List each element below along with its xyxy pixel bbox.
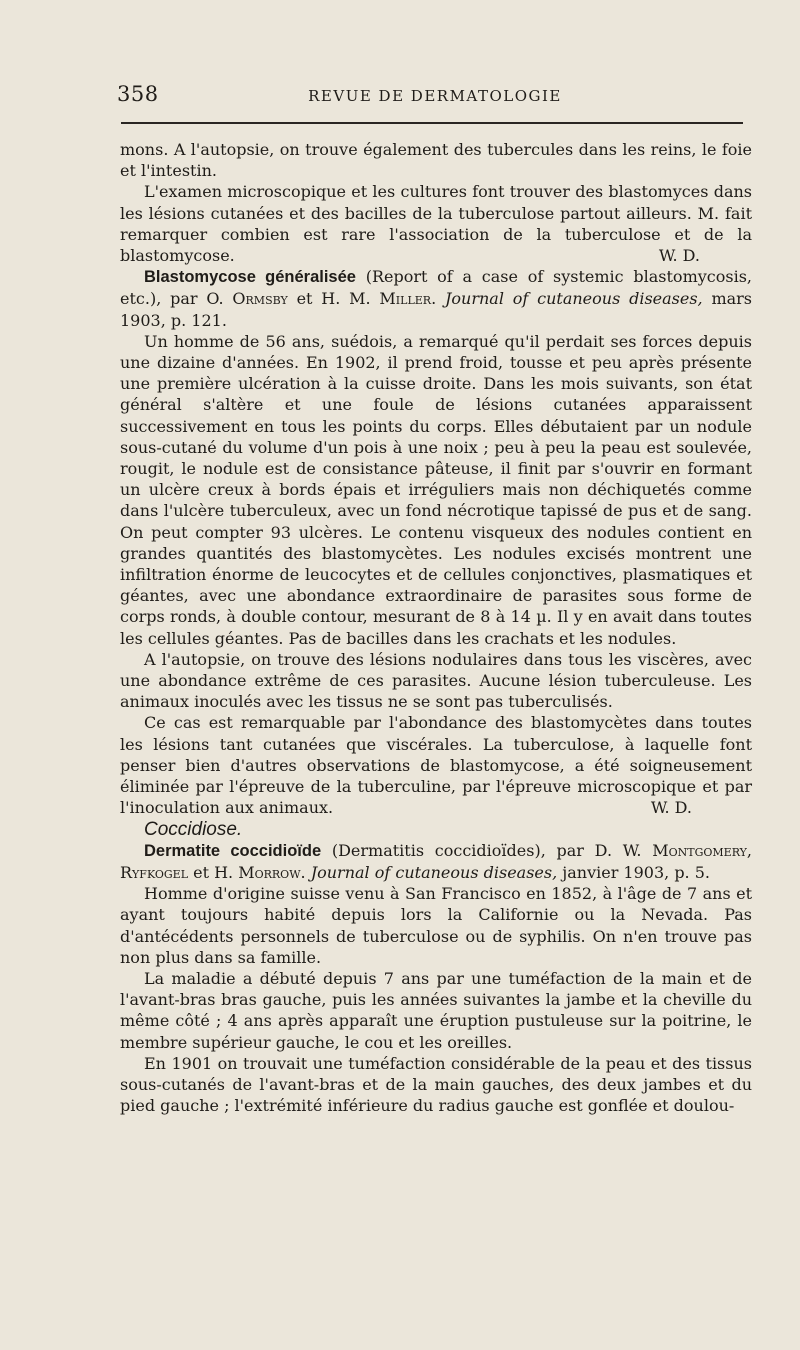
reference-author: Ryfkogel (120, 862, 189, 882)
article-reference (120, 266, 752, 331)
reference-text: et H. (188, 862, 239, 882)
reference-text: (Dermatitis coccidioïdes), par D. W. (321, 840, 653, 860)
page-body (120, 139, 752, 1116)
header-rule (121, 122, 743, 124)
reference-text: , (746, 840, 752, 860)
paragraph: En 1901 on trouvait une tuméfaction considérable de la peau et des tissus sous-cutanés de l'avant-bras et de la main gauches, des deux jambes et du pied gauche ; l'extrémité inférieure du radius gauche est gonflée et doulou- (120, 1053, 752, 1116)
paragraph: Un homme de 56 ans, suédois, a remarqué qu'il perdait ses forces depuis une dizaine d'années. En 1902, il prend froid, tousse et peu après présente une première ulcération à la cuisse droite. Dans les mois suivants, son état général s'altère et une foule de lésions cutanées apparaissent successivement en tous les points du corps. Elles débutaient par un nodule sous-cutané du volume d'un pois à une noix ; peu à peu la peau est soulevée, rougit, le nodule est de consistance pâteuse, il finit par s'ouvrir en formant un ulcère creux à bords épais et irréguliers mais non déchiquetés comme dans l'ulcère tuberculeux, avec un fond nécrotique tapissé de pus et de sang. On peut compter 93 ulcères. Le contenu visqueux des nodules contient en grandes quantités des blastomycètes. Les nodules excisés montrent une infiltration énorme de leucocytes et de cellules conjonctives, plasmatiques et géantes, avec une abondance extraordinaire de parasites sous forme de corps ronds, à double contour, mesurant de 8 à 14 µ. Il y en avait dans toutes les cellules géantes. Pas de bacilles dans les crachats et les nodules. (120, 331, 752, 648)
paragraph: mons. A l'autopsie, on trouve également des tubercules dans les reins, le foie et l'intestin. (120, 140, 752, 181)
reference-text: janvier 1903, p. 5. (557, 862, 710, 882)
paragraph-text: Ce cas est remarquable par l'abondance des blastomycètes dans toutes les lésions tant cutanées que viscérales. La tuberculose, à laquelle font penser bien d'autres observations de blastomycose, a été soigneusement éliminée par l'épreuve de la tuberculine, par l'épreuve microscopique et par l'inoculation aux animaux. (120, 713, 752, 818)
author-signature: W. D. (658, 246, 700, 266)
paragraph-text: L'examen microscopique et les cultures font trouver des blastomyces dans les lésions cutanées et des bacilles de la tuberculose partout ailleurs. M. fait remarquer combien est rare l'association de la tuberculose et de la blastomycose. (120, 182, 752, 266)
running-title: REVUE DE DERMATOLOGIE (308, 87, 562, 105)
reference-text: mars 1903, p. 121. (120, 289, 753, 330)
author-signature: W. D. (650, 798, 692, 818)
paragraph (120, 181, 752, 266)
journal-name: Journal of cutaneous diseases, (310, 862, 558, 882)
paragraph (120, 712, 752, 818)
paragraph: A l'autopsie, on trouve des lésions nodulaires dans tous les viscères, avec une abondance extrême de ces parasites. Aucune lésion tuberculeuse. Les animaux inoculés avec les tissus ne se sont pas tuberculisés. (120, 649, 752, 712)
reference-text: et H. M. (287, 289, 380, 309)
reference-author: Miller (379, 289, 432, 309)
article-title: Blastomycose généralisée (144, 268, 356, 287)
reference-text: . (431, 289, 445, 309)
paragraph: La maladie a débuté depuis 7 ans par une tuméfaction de la main et de l'avant-bras bras gauche, puis les années suivantes la jambe et la cheville du même côté ; 4 ans après apparaît une éruption pustuleuse sur la poitrine, le membre supérieur gauche, le cou et les oreilles. (120, 968, 752, 1052)
page-number: 358 (117, 82, 159, 106)
reference-author: Morrow (238, 862, 301, 882)
reference-author: Ormsby (232, 289, 288, 309)
article-title: Dermatite coccidioïde (144, 841, 322, 860)
section-heading: Coccidiose. (144, 818, 243, 840)
page-header (117, 82, 753, 108)
article-reference (120, 840, 752, 883)
reference-text: (Report of a case of systemic blastomycosis, etc.), par O. (120, 267, 752, 309)
paragraph: Homme d'origine suisse venu à San Francisco en 1852, à l'âge de 7 ans et ayant toujours habité depuis lors la Californie ou la Nevada. Pas d'antécédents personnels de tuberculose ou de syphilis. On n'en trouve pas non plus dans sa famille. (120, 884, 752, 967)
reference-text: . (300, 862, 311, 882)
journal-name: Journal of cutaneous diseases, (444, 289, 703, 309)
reference-author: Montgomery (652, 840, 747, 860)
